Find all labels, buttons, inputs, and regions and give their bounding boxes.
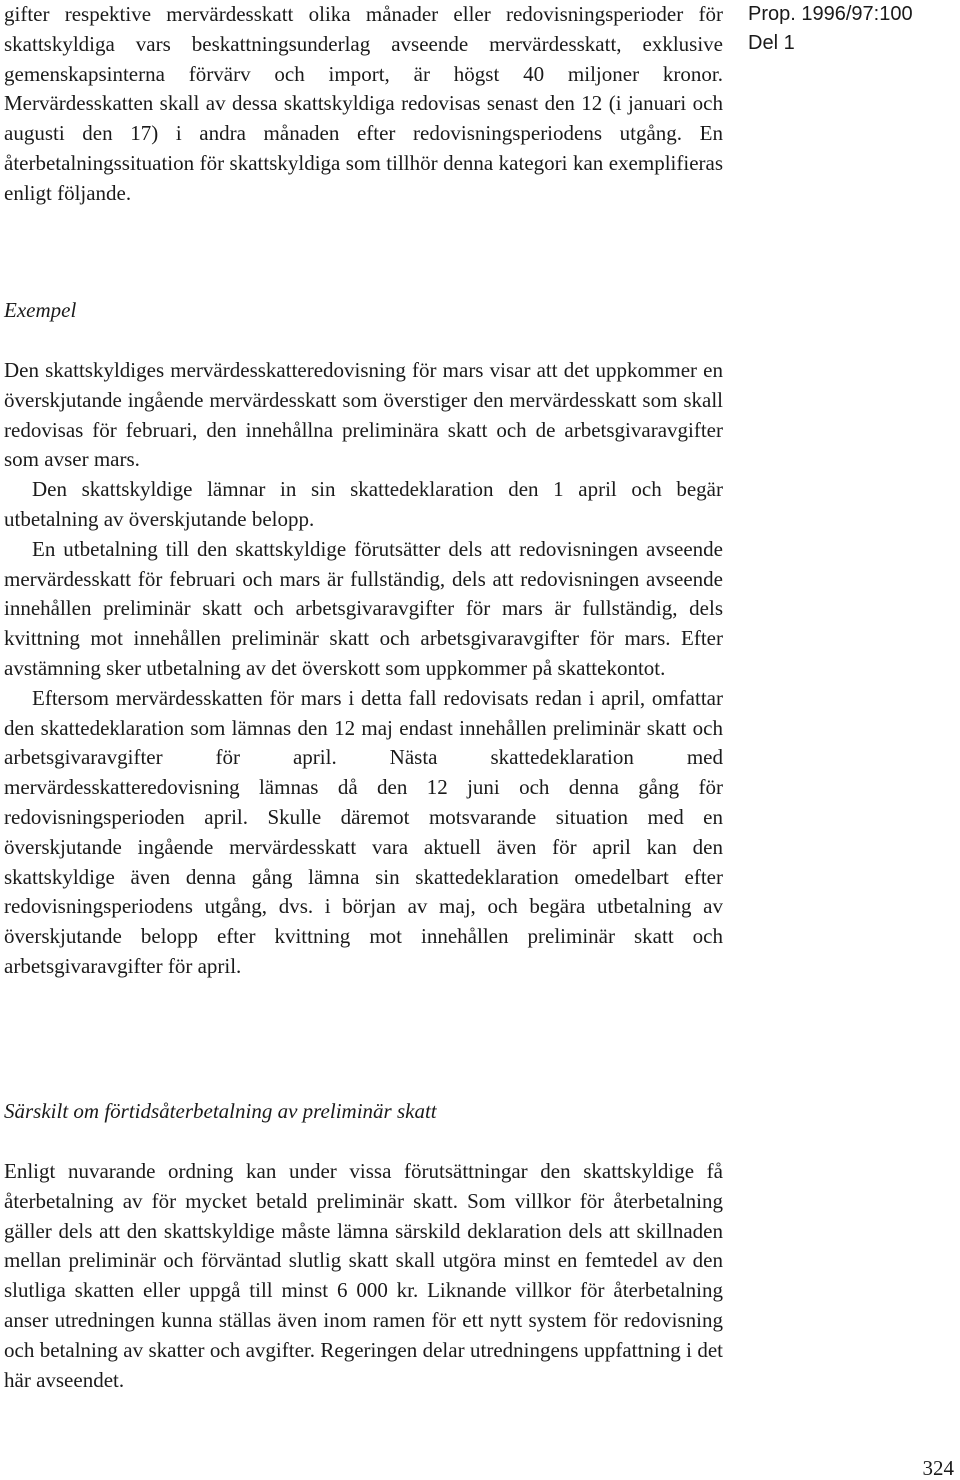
example-section <box>4 356 723 982</box>
example-paragraph-2: Den skattskyldige lämnar in sin skattedeklaration den 1 april och begär utbetalning av överskjutande belopp. <box>4 477 723 531</box>
example-paragraph-4: Eftersom mervärdesskatten för mars i detta fall redovisats redan i april, omfattar den skattedeklaration som lämnas den 12 maj endast innehållen preliminär skatt och arbetsgivaravgifter för april. Nästa skattedeklaration med mervärdesskatteredovisning lämnas då den 12 juni och denna gång för redovisningsperioden april. Skulle däremot motsvarande situation med en överskjutande ingående mervärdesskatt vara aktuell även för april kan den skattskyldige även denna gång lämna sin skattedeklaration omedelbart efter redovisningsperiodens utgång, dvs. i början av maj, och begära utbetalning av överskjutande belopp efter kvittning mot innehållen preliminär skatt och arbetsgivaravgifter för april. <box>4 685 723 978</box>
intro-paragraph: gifter respektive mervärdesskatt olika månader eller redovisningsperioder för skattskyldiga vars beskattningsunderlag avseende mervärdesskatt, exklusive gemenskapsinterna förvärv och import, är högst 40 miljoner kronor. Mervärdesskatten skall av dessa skattskyldiga redovisas senast den 12 (i januari och augusti den 17) i andra månaden efter redovisningsperiodens utgång. En återbetalningssituation för skattskyldiga som tillhör denna kategori kan exemplifieras enligt följande. <box>4 2 723 205</box>
example-paragraph-1: Den skattskyldiges mervärdesskatteredovisning för mars visar att det uppkommer en överskjutande ingående mervärdesskatt som överstiger den mervärdesskatt som skall redovisas för februari, den innehållna preliminära skatt och de arbetsgivaravgifter som avser mars. <box>4 358 723 472</box>
page-number: 324 <box>922 1456 954 1480</box>
part-reference: Del 1 <box>748 32 795 54</box>
example-heading: Exempel <box>4 298 77 322</box>
section-heading: Särskilt om förtidsåterbetalning av preliminär skatt <box>4 1099 437 1123</box>
proposition-reference: Prop. 1996/97:100 <box>748 3 913 25</box>
example-paragraph-3: En utbetalning till den skattskyldige förutsätter dels att redovisningen avseende mervärdesskatt för februari och mars är fullständig, dels att redovisningen avseende innehållen preliminär skatt och arbetsgivaravgifter för mars är fullständig, dels kvittning mot innehållen preliminär skatt och arbetsgivaravgifter för mars. Efter avstämning sker utbetalning av det överskott som uppkommer på skattekontot. <box>4 536 723 680</box>
section-paragraph: Enligt nuvarande ordning kan under vissa förutsättningar den skattskyldige få återbetalning av för mycket betald preliminär skatt. Som villkor för återbetalning gäller dels att den skattskyldige måste lämna särskild deklaration dels att skillnaden mellan preliminär och förväntad slutlig skatt skall utgöra minst en femtedel av den slutliga skatten eller uppgå till minst 6 000 kr. Liknande villkor för återbetalning anser utredningen kunna ställas även inom ramen för ett nytt system för redovisning och betalning av skatter och avgifter. Regeringen delar utredningens uppfattning i det här avseendet. <box>4 1159 723 1392</box>
margin-reference <box>748 0 913 58</box>
